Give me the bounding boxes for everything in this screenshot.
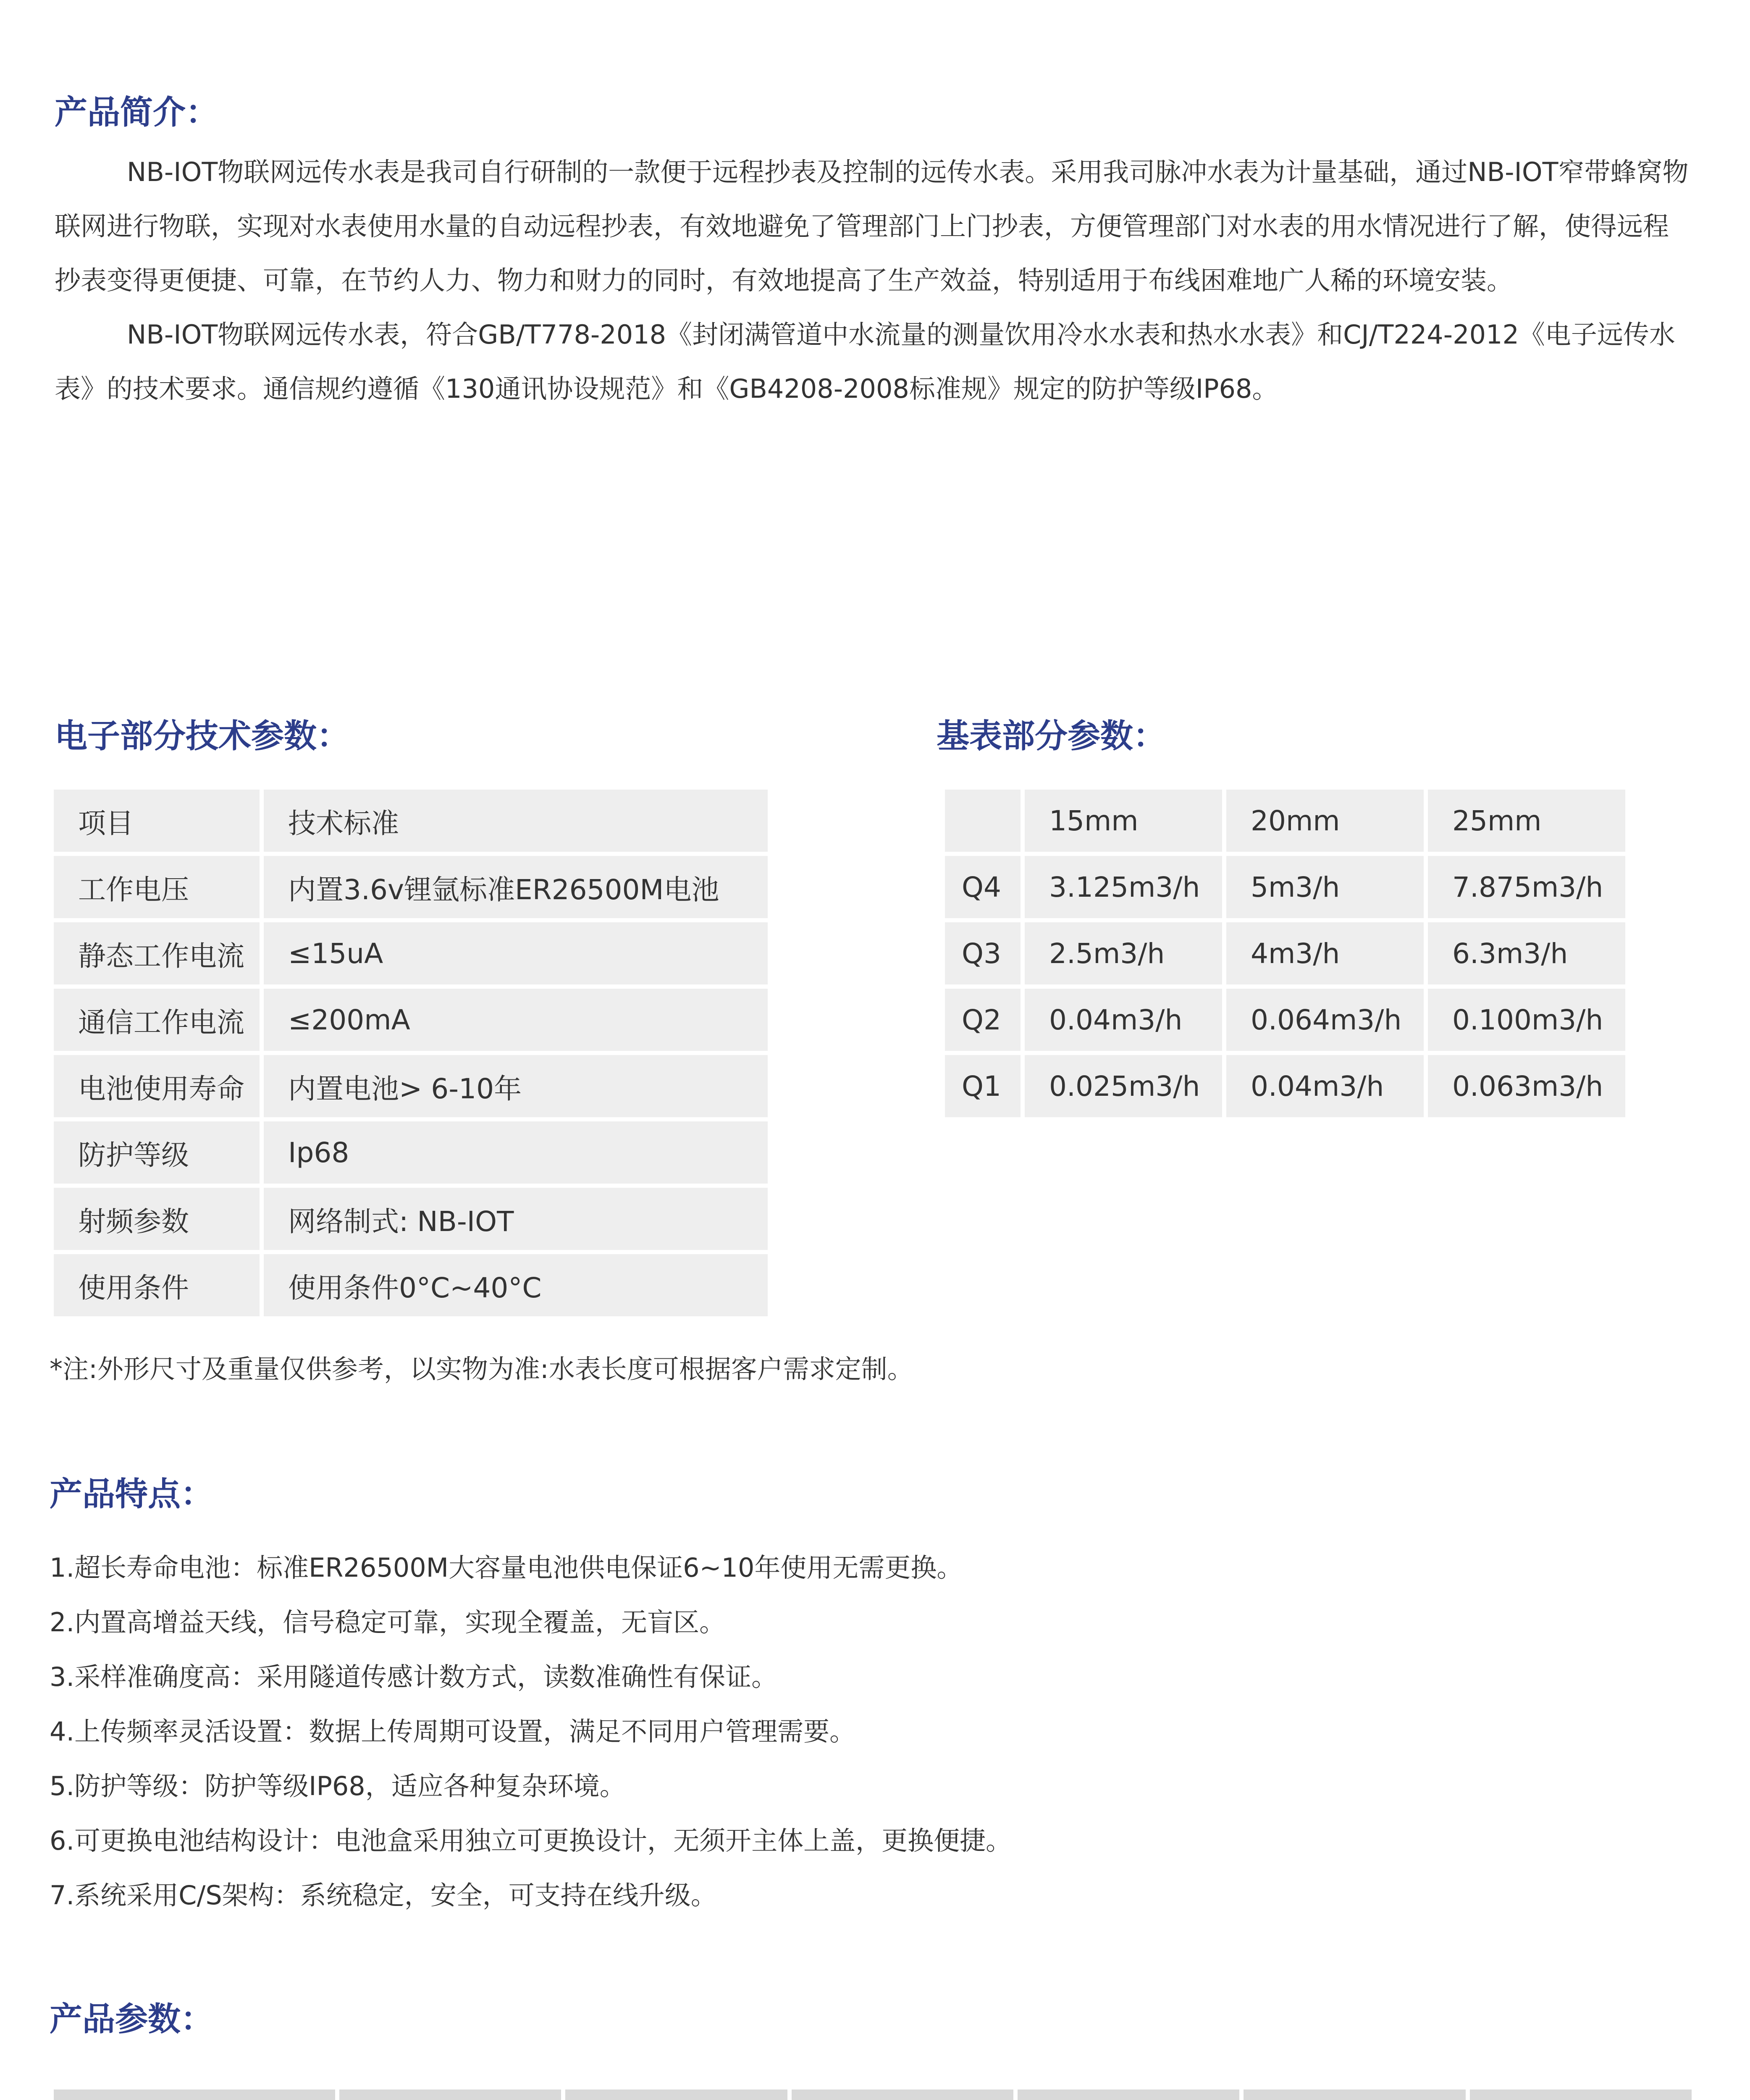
- column-header-cell: [1018, 2090, 1239, 2100]
- table-row: [54, 1055, 768, 1117]
- list-item: 1.超长寿命电池：标准ER26500M大容量电池供电保证6~10年使用无需更换。: [50, 1552, 963, 1583]
- param-name-cell: 静态工作电流: [54, 922, 260, 984]
- list-item: 4.上传频率灵活设置：数据上传周期可设置，满足不同用户管理需要。: [50, 1716, 856, 1747]
- row-label-cell: Q4: [945, 856, 1021, 918]
- param-name-cell: 电池使用寿命: [54, 1055, 260, 1117]
- column-header-cell: [1244, 2090, 1465, 2100]
- column-header-cell: [54, 2090, 335, 2100]
- features-list: [50, 1541, 1012, 1923]
- param-name-cell: 防护等级: [54, 1121, 260, 1184]
- value-cell: 0.100m3/h: [1428, 989, 1625, 1051]
- base-meter-heading: 基表部分参数：: [937, 717, 1166, 755]
- param-name-cell: 射频参数: [54, 1188, 260, 1250]
- table-row: [945, 922, 1625, 984]
- param-value-cell: 技术标准: [264, 790, 768, 852]
- table-row: [54, 1254, 768, 1316]
- list-item: 3.采样准确度高：采用隧道传感计数方式，读数准确性有保证。: [50, 1662, 778, 1692]
- value-cell: 4m3/h: [1226, 922, 1424, 984]
- table-row: [54, 856, 768, 918]
- value-cell: 2.5m3/h: [1025, 922, 1222, 984]
- column-header-cell: 15mm: [1025, 790, 1222, 852]
- column-header-cell: [945, 790, 1021, 852]
- table-row: [54, 790, 768, 852]
- value-cell: 7.875m3/h: [1428, 856, 1625, 918]
- value-cell: 6.3m3/h: [1428, 922, 1625, 984]
- column-header-cell: [565, 2090, 787, 2100]
- table-row: [54, 989, 768, 1051]
- param-value-cell: Ip68: [264, 1121, 768, 1184]
- param-name-cell: 使用条件: [54, 1254, 260, 1316]
- product-params-table: [50, 2085, 1696, 2100]
- column-header-cell: [1470, 2090, 1692, 2100]
- value-cell: 0.04m3/h: [1025, 989, 1222, 1051]
- param-value-cell: 使用条件0°C~40°C: [264, 1254, 768, 1316]
- table-row: [945, 790, 1625, 852]
- value-cell: 3.125m3/h: [1025, 856, 1222, 918]
- table-row: [945, 989, 1625, 1051]
- value-cell: 0.025m3/h: [1025, 1055, 1222, 1117]
- list-item: 6.可更换电池结构设计：电池盒采用独立可更换设计，无须开主体上盖，更换便捷。: [50, 1825, 1012, 1856]
- table-row: [945, 1055, 1625, 1117]
- electronic-params-table: [50, 785, 772, 1320]
- value-cell: 0.064m3/h: [1226, 989, 1424, 1051]
- row-label-cell: Q1: [945, 1055, 1021, 1117]
- list-item: 7.系统采用C/S架构：系统稳定，安全，可支持在线升级。: [50, 1880, 717, 1911]
- params-heading: 产品参数：: [50, 2000, 214, 2038]
- intro-text: [55, 145, 1692, 416]
- param-value-cell: 网络制式: NB-IOT: [264, 1188, 768, 1250]
- param-value-cell: ≤15uA: [264, 922, 768, 984]
- electronic-heading: 电子部分技术参数：: [55, 717, 350, 755]
- intro-heading: 产品简介：: [55, 94, 219, 131]
- list-item: 5.防护等级：防护等级IP68，适应各种复杂环境。: [50, 1771, 626, 1801]
- column-header-cell: [792, 2090, 1013, 2100]
- row-label-cell: Q2: [945, 989, 1021, 1051]
- table-row: [54, 2090, 1692, 2100]
- column-header-cell: 20mm: [1226, 790, 1424, 852]
- table-row: [945, 856, 1625, 918]
- value-cell: 5m3/h: [1226, 856, 1424, 918]
- param-value-cell: 内置电池> 6-10年: [264, 1055, 768, 1117]
- features-heading: 产品特点：: [50, 1475, 214, 1513]
- value-cell: 0.063m3/h: [1428, 1055, 1625, 1117]
- column-header-cell: [339, 2090, 561, 2100]
- table-row: [54, 1121, 768, 1184]
- param-name-cell: 工作电压: [54, 856, 260, 918]
- footnote: *注:外形尺寸及重量仅供参考，以实物为准:水表长度可根据客户需求定制。: [50, 1354, 913, 1384]
- param-name-cell: 通信工作电流: [54, 989, 260, 1051]
- list-item: 2.内置高增益天线，信号稳定可靠，实现全覆盖，无盲区。: [50, 1607, 726, 1638]
- intro-paragraph: NB-IOT物联网远传水表是我司自行研制的一款便于远程抄表及控制的远传水表。采用我司脉冲水表为计量基础，通过NB-IOT窄带蜂窝物联网进行物联，实现对水表使用水量的自动远程抄表，有效地避免了管理部门上门抄表，方便管理部门对水表的用水情况进行了解，使得远程抄表变得更便捷、可靠，在节约人力、物力和财力的同时，有效地提高了生产效益，特别适用于布线困难地广人稀的环境安装。: [55, 157, 1689, 296]
- column-header-cell: 25mm: [1428, 790, 1625, 852]
- base-meter-table: [941, 785, 1629, 1121]
- value-cell: 0.04m3/h: [1226, 1055, 1424, 1117]
- table-row: [54, 1188, 768, 1250]
- intro-paragraph: NB-IOT物联网远传水表，符合GB/T778-2018《封闭满管道中水流量的测量饮用冷水水表和热水水表》和CJ/T224-2012《电子远传水表》的技术要求。通信规约遵循《130通讯协设规范》和《GB4208-2008标准规》规定的防护等级IP68。: [55, 319, 1675, 404]
- table-row: [54, 922, 768, 984]
- row-label-cell: Q3: [945, 922, 1021, 984]
- param-value-cell: 内置3.6v锂氩标准ER26500M电池: [264, 856, 768, 918]
- param-name-cell: 项目: [54, 790, 260, 852]
- param-value-cell: ≤200mA: [264, 989, 768, 1051]
